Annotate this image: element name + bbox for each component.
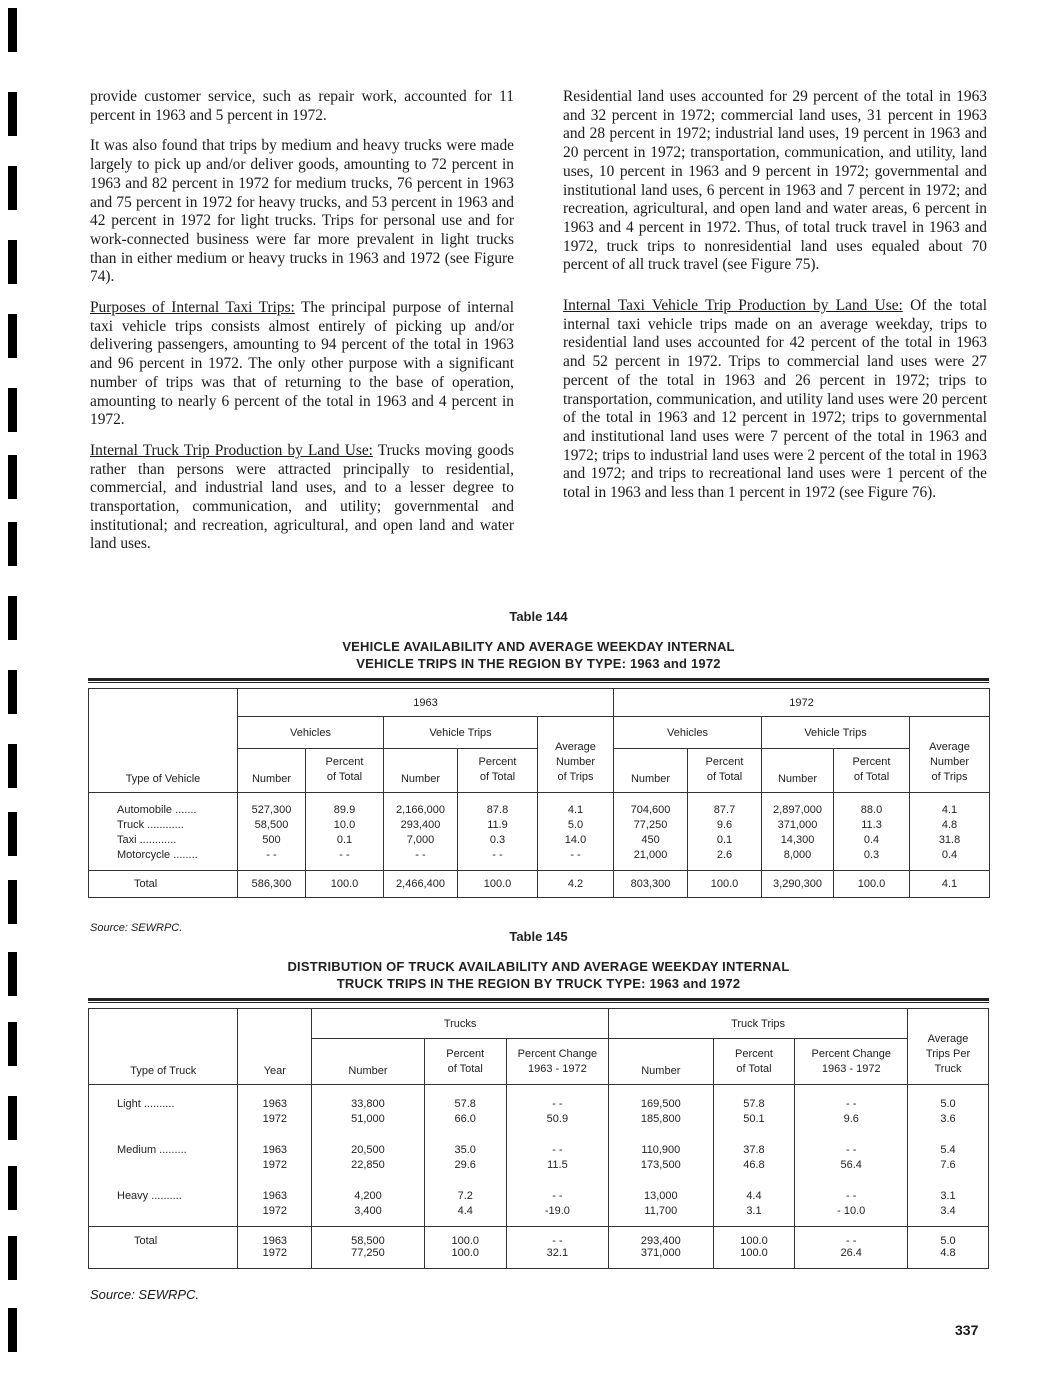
table-total-row: 1972 77,250 100.0 32.1 371,000 100.0 26.4 4.8 — [89, 1247, 989, 1269]
header-number: Number — [762, 749, 834, 793]
header-percent-of-total: Percent of Total — [424, 1039, 506, 1085]
scan-binding-marks — [8, 0, 18, 1379]
header-type-of-truck: Type of Truck — [89, 1009, 238, 1085]
binding-mark — [8, 240, 17, 284]
table-number: Table 144 — [509, 609, 568, 624]
paragraph: It was also found that trips by medium and heavy trucks were made largely to pick up and/or deliver goods, amounting to 72 percent in 1963 and 82 percent in 1972 for medium trucks, 76 percent in 1963 and 75 percent in 1972 for heavy trucks, and 53 percent in 1963 and 42 percent in 1972 for light trucks. Trips for personal use and for work-connected business were far more prevalent in light trucks than in either medium or heavy trucks in 1963 and 1972 (see Figure 74). — [90, 137, 514, 286]
header-type-of-vehicle: Type of Vehicle — [89, 689, 238, 793]
header-number: Number — [614, 749, 688, 793]
right-text-column — [563, 88, 987, 515]
binding-mark — [8, 1166, 17, 1210]
left-text-column — [90, 88, 514, 566]
header-year-1972: 1972 — [614, 689, 990, 717]
binding-mark — [8, 596, 17, 640]
table-row: Taxi ............ 500 0.1 7,000 0.3 14.0 450 0.1 14,300 0.4 31.8 — [89, 831, 990, 846]
header-year-1963: 1963 — [238, 689, 614, 717]
binding-mark — [8, 1096, 17, 1140]
table-row: 1972 3,400 4.4 -19.0 11,700 3.1 - 10.0 3.4 — [89, 1202, 989, 1217]
binding-mark — [8, 744, 17, 788]
page-number: 337 — [955, 1322, 979, 1338]
paragraph: Internal Truck Trip Production by Land Use: Trucks moving goods rather than persons were attracted principally to residential, commercial, and industrial land uses, and to a lesser degree to transportation, communication, and utility; governmental and institutional; and recreation, agricultural, and open land and water land uses. — [90, 441, 514, 553]
binding-mark — [8, 388, 17, 432]
binding-mark — [8, 1236, 17, 1280]
binding-mark — [8, 880, 17, 924]
table-145-source: Source: SEWRPC. — [90, 1287, 200, 1302]
header-percent-of-total: Percent of Total — [458, 749, 538, 793]
table-title: VEHICLE AVAILABILITY AND AVERAGE WEEKDAY INTERNAL VEHICLE TRIPS IN THE REGION BY TYPE: 1963 and 1972 — [342, 639, 735, 671]
header-percent-change: Percent Change 1963 - 1972 — [795, 1039, 908, 1085]
table-row: 1972 51,000 66.0 50.9 185,800 50.1 9.6 3.6 — [89, 1110, 989, 1125]
section-heading: Internal Truck Trip Production by Land Use: — [90, 441, 373, 459]
header-truck-trips: Truck Trips — [609, 1009, 908, 1039]
table-row: Light .......... 1963 33,800 57.8 - - 169,500 57.8 - - 5.0 — [89, 1095, 989, 1110]
header-number: Number — [384, 749, 458, 793]
table-row: Motorcycle ........ - - - - - - - - - - 21,000 2.6 8,000 0.3 0.4 — [89, 846, 990, 861]
table-row: Heavy .......... 1963 4,200 7.2 - - 13,000 4.4 - - 3.1 — [89, 1187, 989, 1202]
table-145 — [88, 929, 989, 1269]
header-trucks: Trucks — [312, 1009, 609, 1039]
binding-mark — [8, 166, 17, 210]
binding-mark — [8, 1308, 17, 1352]
table-144-source: Source: SEWRPC. — [90, 922, 183, 934]
header-percent-change: Percent Change 1963 - 1972 — [506, 1039, 608, 1085]
header-percent-of-total: Percent of Total — [713, 1039, 795, 1085]
binding-mark — [8, 522, 17, 566]
header-number: Number — [609, 1039, 713, 1085]
table-144 — [88, 609, 989, 898]
table-row: Truck ............ 58,500 10.0 293,400 11.9 5.0 77,250 9.6 371,000 11.3 4.8 — [89, 816, 990, 831]
paragraph: provide customer service, such as repair work, accounted for 11 percent in 1963 and 5 percent in 1972. — [90, 88, 514, 124]
header-average-number-of-trips: Average Number of Trips — [910, 717, 990, 793]
table-row: 1972 22,850 29.6 11.5 173,500 46.8 56.4 7.6 — [89, 1156, 989, 1171]
header-vehicle-trips: Vehicle Trips — [384, 717, 538, 749]
header-number: Number — [238, 749, 306, 793]
table-title: DISTRIBUTION OF TRUCK AVAILABILITY AND AVERAGE WEEKDAY INTERNAL TRUCK TRIPS IN THE REGION BY TRUCK TYPE: 1963 and 1972 — [287, 959, 790, 991]
binding-mark — [8, 1022, 17, 1066]
paragraph: Purposes of Internal Taxi Trips: The principal purpose of internal taxi vehicle trips consists almost entirely of picking up and/or delivering passengers, amounting to 94 percent of the total in 1963 and 96 percent in 1972. The only other purpose with a significant number of trips was that of returning to the base of operation, amounting to nearly 6 percent of the total in 1963 and 4 percent in 1972. — [90, 299, 514, 429]
table-total-row: Total 1963 58,500 100.0 - - 293,400 100.0 - - 5.0 — [89, 1227, 989, 1247]
section-heading: Internal Taxi Vehicle Trip Production by Land Use: — [563, 297, 903, 315]
header-year: Year — [238, 1009, 312, 1085]
header-percent-of-total: Percent of Total — [834, 749, 910, 793]
table-total-row: Total 586,300 100.0 2,466,400 100.0 4.2 803,300 100.0 3,290,300 100.0 4.1 — [89, 871, 990, 898]
header-vehicles: Vehicles — [614, 717, 762, 749]
header-vehicles: Vehicles — [238, 717, 384, 749]
paragraph: Internal Taxi Vehicle Trip Production by Land Use: Of the total internal taxi vehicle trips made on an average weekday, trips to residential land uses accounted for 42 percent of the total in 1963 and 52 percent in 1972. Trips to commercial land uses were 27 percent of the total in 1963 and 26 percent in 1972; trips to transportation, communication, and utility land uses were 20 percent of the total in 1963 and 12 percent in 1972; trips to governmental and institutional land uses were 7 percent of the total in 1963 and 1972; trips to industrial land uses were 2 percent of the total in 1963 and 1972; and trips to recreational land uses were 1 percent of the total in 1963 and less than 1 percent in 1972 (see Figure 76). — [563, 297, 987, 502]
binding-mark — [8, 314, 17, 358]
binding-mark — [8, 8, 17, 52]
truck-trips-table — [88, 1008, 989, 1269]
header-number: Number — [312, 1039, 425, 1085]
header-vehicle-trips: Vehicle Trips — [762, 717, 910, 749]
table-row: Automobile ....... 527,300 89.9 2,166,000 87.8 4.1 704,600 87.7 2,897,000 88.0 4.1 — [89, 801, 990, 816]
paragraph: Residential land uses accounted for 29 percent of the total in 1963 and 32 percent in 1972; commercial land uses, 31 percent in 1963 and 28 percent in 1972; industrial land uses, 19 percent in 1963 and 20 percent in 1972; transportation, communication, and utility, land uses, 10 percent in 1963 and 9 percent in 1972; governmental and institutional land uses, 6 percent in 1963 and 7 percent in 1972; and recreation, agricultural, and open land and water areas, 6 percent in 1963 and 4 percent in 1972. Thus, of total truck travel in 1963 and 1972, truck trips to nonresidential land uses equaled about 70 percent of all truck travel (see Figure 75). — [563, 88, 987, 274]
table-number: Table 145 — [509, 929, 568, 944]
table-row: Medium ......... 1963 20,500 35.0 - - 110,900 37.8 - - 5.4 — [89, 1141, 989, 1156]
table-rule — [88, 678, 989, 683]
binding-mark — [8, 952, 17, 996]
binding-mark — [8, 455, 17, 499]
binding-mark — [8, 670, 17, 714]
binding-mark — [8, 812, 17, 856]
header-percent-of-total: Percent of Total — [688, 749, 762, 793]
header-average-number-of-trips: Average Number of Trips — [538, 717, 614, 793]
section-heading: Purposes of Internal Taxi Trips: — [90, 299, 295, 317]
header-average-trips-per-truck: Average Trips Per Truck — [908, 1009, 989, 1085]
binding-mark — [8, 92, 17, 136]
table-rule — [88, 998, 989, 1003]
vehicle-trips-table — [88, 688, 990, 898]
header-percent-of-total: Percent of Total — [306, 749, 384, 793]
